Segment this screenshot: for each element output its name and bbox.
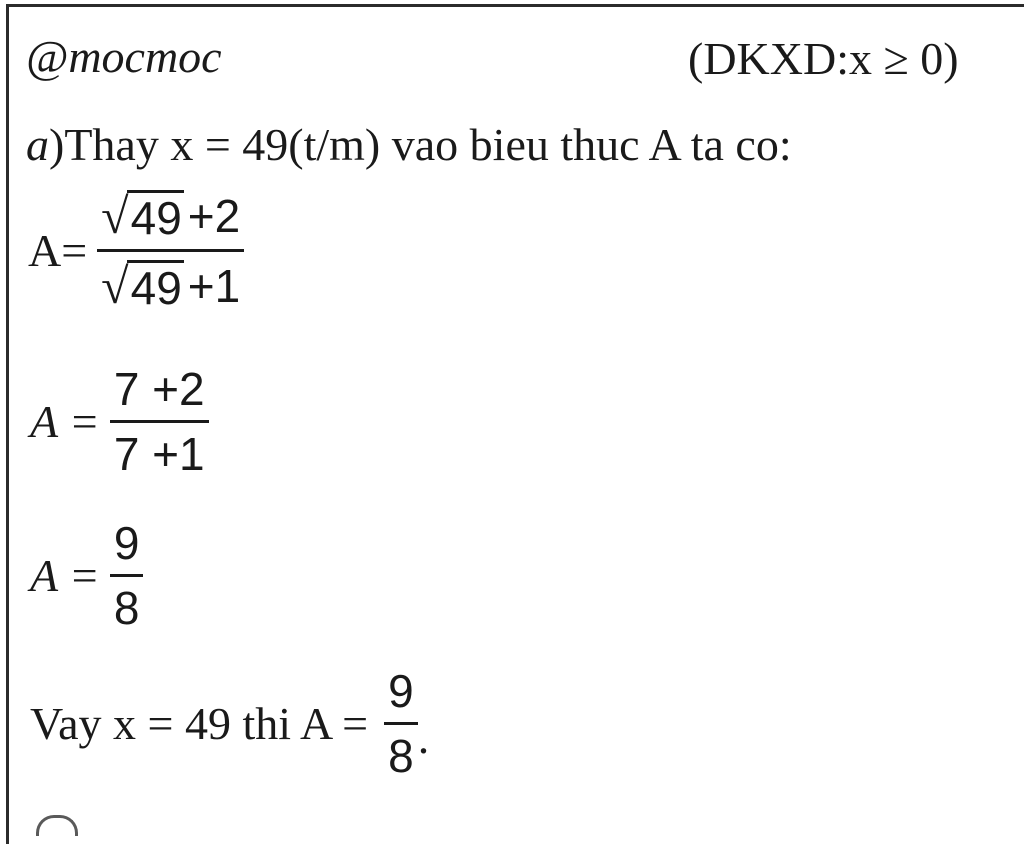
conclusion-fraction	[384, 665, 418, 782]
step1-numerator	[97, 190, 244, 249]
sqrt-symbol: √ 49	[101, 258, 182, 314]
step1-denominator	[97, 252, 244, 314]
conclusion-numerator: 9	[388, 665, 414, 717]
step2-lhs: A =	[30, 396, 100, 447]
equation-step-1	[28, 188, 244, 314]
conclusion-period: .	[417, 712, 430, 763]
part-a-statement	[26, 119, 792, 170]
step2-fraction	[110, 363, 209, 480]
step2-numerator: 7 +2	[113, 363, 205, 415]
step3-fraction	[110, 517, 144, 634]
step1-num-rest: +2	[187, 189, 241, 242]
domain-condition	[688, 33, 959, 84]
part-a-label: a	[26, 119, 49, 170]
step1-lhs: A=	[28, 225, 88, 276]
step2-denominator: 7 +1	[113, 428, 205, 480]
step1-den-radicand: 49	[127, 260, 184, 311]
equation-step-3	[30, 517, 143, 634]
step3-lhs: A =	[30, 550, 100, 601]
author-text: @mocmoc	[26, 31, 222, 82]
sqrt-symbol: √ 49	[101, 188, 182, 244]
step1-num-radicand: 49	[127, 190, 184, 241]
condition-text: (DKXD:x ≥ 0)	[688, 33, 959, 84]
step3-numerator: 9	[113, 517, 140, 569]
equation-step-2	[30, 363, 209, 480]
step1-den-rest: +1	[187, 259, 241, 312]
part-a-text: )Thay x = 49(t/m) vao bieu thuc A ta co:	[49, 119, 792, 170]
conclusion-text: Vay x = 49 thi A =	[30, 698, 369, 749]
conclusion-denominator: 8	[388, 730, 414, 782]
step1-fraction	[97, 188, 244, 314]
author-tag	[26, 31, 222, 82]
conclusion-line	[30, 665, 430, 782]
step3-denominator: 8	[113, 582, 140, 634]
